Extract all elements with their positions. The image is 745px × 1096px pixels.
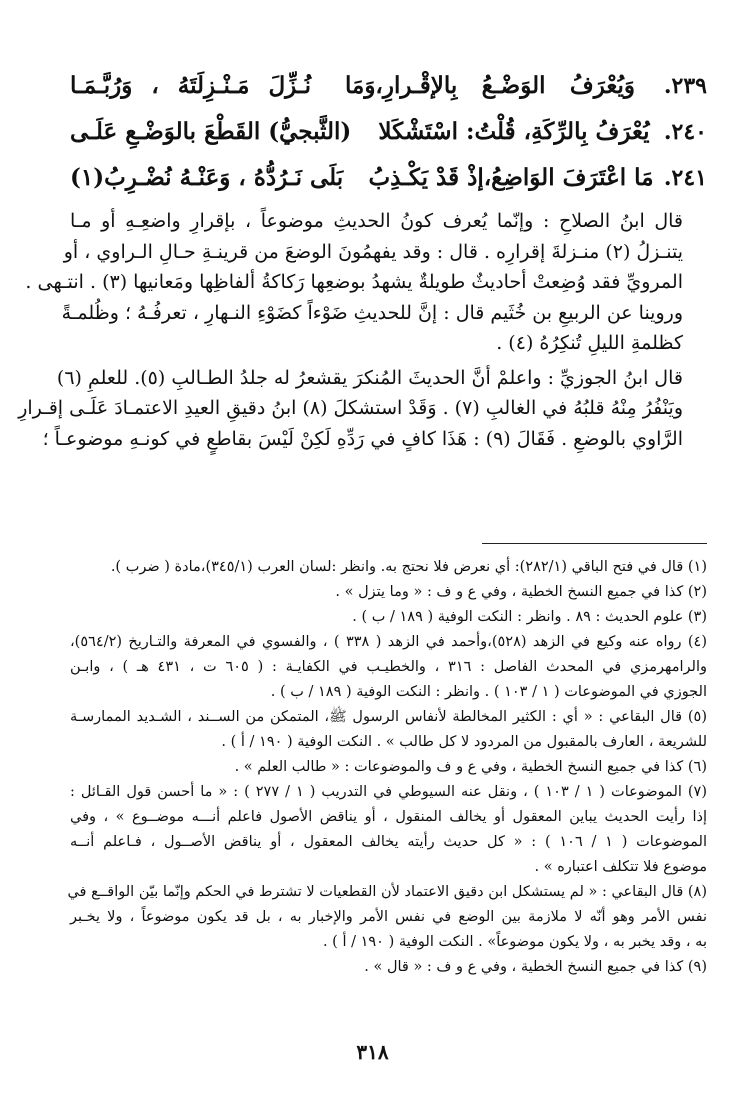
- footnote-line: إذا رأيت الحديث يباين المعقول أو يخالف المنقول ، أو يناقض الأصول فاعلم أنـــه موضــوع » ، وفي: [70, 809, 707, 825]
- footnote: [70, 705, 707, 755]
- text-line: يتنـزلُ (٢) منـزلةَ إقرارِه . قال : وقد يفهمُونَ الوضعَ من قرينـةِ حـالِ الـراوي ، أو: [63, 240, 683, 263]
- verse-block: [70, 72, 707, 210]
- footnote-line: (٥) قال البقاعي : « أي : الكثير المخالطة لأنفاس الرسول ﷺ، المتمكن من الســند ، الشـديد الممارسـة: [70, 709, 707, 725]
- footnote: [70, 580, 707, 605]
- verse-number: ٢٤١.: [663, 165, 707, 191]
- text-line: المرويِّ فقد وُضِعتْ أحاديثٌ طويلةٌ يشهدُ بوضعِها رَكاكةُ ألفاظِها ومَعانيها (٣) . انتـهى .: [25, 271, 683, 293]
- verse-line: [70, 118, 707, 164]
- verse-second-hemistich: (الثَّبجيُّ) القَطْعَ بالوَضْـعِ عَلَـى: [70, 118, 352, 145]
- footnotes: [67, 555, 708, 980]
- paragraph: [18, 363, 707, 455]
- footnote-line: (٨) قال البقاعي : « لم يستشكل ابن دقيق الاعتماد لأن القطعيات لا تشترط في الحكم وإنّما بيّن الواقــع في: [67, 884, 707, 900]
- verse-number: ٢٣٩.: [663, 73, 707, 99]
- verse-number: ٢٤٠.: [663, 119, 707, 145]
- text-line: ويَنْفُرُ مِنْهُ قلبُهُ في الغالبِ (٧) . وَقَدْ استشكلَ (٨) ابنُ دقيقِ العيدِ الاعتمـادَ عَلَـى إقـرارِ: [18, 397, 683, 419]
- footnote-line: به ، وقد يخبر به ، ولا يكون موضوعاً» . النكت الوفية ( ١٩٠ / أ ) .: [322, 934, 707, 950]
- footnote: [70, 955, 707, 980]
- footnote-line: (٦) كذا في جميع النسخ الخطية ، وفي ع و ف والموضوعات : « طالب العلم » .: [234, 759, 707, 775]
- footnote-line: الجوزي في الموضوعات ( ١ / ١٠٣ ) . وانظر : النكت الوفية ( ١٨٩ / ب ) .: [270, 684, 707, 700]
- footnote: [70, 755, 707, 780]
- text-line: قال ابنُ الجوزيِّ : واعلمْ أنَّ الحديثَ المُنكرَ يقشعرُ له جلدُ الطـالبِ (٥). للعلمِ (٦): [56, 366, 683, 389]
- footnote-separator: [482, 543, 707, 544]
- footnote-line: (٧) الموضوعات ( ١ / ١٠٣ ) ، ونقل عنه السيوطي في التدريب ( ١ / ٢٧٧ ) : « ما أحسن قول القـائل :: [70, 784, 707, 800]
- footnote: [70, 555, 707, 580]
- footnote-line: الموضوعات ( ١ / ١٠٦ ) : « كل حديث رأيته يخالف المعقول ، أو يناقض الأصــول ، فـاعلم أنــه: [70, 834, 708, 850]
- verse-second-hemistich: بَلَى نَـرُدُّهُ ، وَعَنْـهُ نُضْـرِبُ(١): [70, 164, 344, 191]
- footnote: [70, 780, 707, 880]
- footnote-line: نفس الأمر وهو أنّه لا ملازمة بين الوضع في نفس الأمر والإخبار به ، بل قد يكون موضوعاً ، ولا يخـبر: [70, 909, 707, 925]
- footnote-line: (٢) كذا في جميع النسخ الخطية ، وفي ع و ف : « وما يتزل » .: [335, 584, 707, 600]
- footnote-line: (٤) رواه عنه وكيع في الزهد (٥٢٨)،وأحمد في الزهد ( ٣٣٨ ) ، والفسوي في المعرفة والتـاريخ (٥٦٤/٢)،: [70, 634, 708, 650]
- verse-first-hemistich: مَا اعْتَرَفَ الوَاضِعُ،إذْ قَدْ يَكْـذِبُ: [368, 164, 654, 191]
- commentary-text: [18, 206, 707, 458]
- paragraph: [25, 206, 707, 359]
- footnote: [67, 880, 707, 955]
- footnote-line: (٩) كذا في جميع النسخ الخطية ، وفي ع و ف : « قال » .: [364, 959, 707, 975]
- footnote: [70, 630, 707, 705]
- footnote-line: والرامهرمزي في المحدث الفاصل : ٣١٦ ، والخطيـب في الكفايـة : ( ٦٠٥ ت ، ٤٣١ هـ ) ، وابـن: [70, 659, 707, 675]
- text-line: كظلمةِ الليلِ تُنكِرُهُ (٤) .: [496, 332, 683, 354]
- footnote-line: موضوع فلا تتكلف اعتباره » .: [534, 859, 707, 875]
- footnote-line: (١) قال في فتح الباقي (٢٨٢/١): أي نعرض فلا نحتج به. وانظر :لسان العرب (٣٤٥/١)،مادة ( ضرب ).: [110, 559, 707, 575]
- text-line: وروينا عن الربيعِ بن خُثَيم قال : إنَّ للحديثِ ضَوْءاً كضَوْءِ النـهارِ ، تعرفُـهُ ؛ وظُلمـةً: [61, 301, 683, 324]
- page-number: ٣١٨: [356, 1040, 389, 1064]
- text-line: الرَّاوي بالوضعِ . فَقَالَ (٩) : هَذَا كافٍ في رَدِّهِ لَكِنْ لَيْسَ بقاطعٍ في كونـهِ موضوعـاً ؛: [42, 427, 683, 450]
- text-line: قال ابنُ الصلاحِ : وإنّما يُعرف كونُ الحديثِ موضوعاً ، بإقرارِ واضعِـهِ أو مـا: [70, 210, 683, 232]
- verse-line: [70, 72, 707, 118]
- footnote-line: (٣) علوم الحديث : ٨٩ . وانظر : النكت الوفية ( ١٨٩ / ب ) .: [352, 609, 707, 625]
- footnote: [70, 605, 707, 630]
- verse-first-hemistich: وَيُعْرَفُ الوَضْـعُ بِالإقْـرارِ،وَمَا: [345, 72, 635, 99]
- verse-second-hemistich: نُـزِّلَ مَـنْـزِلَتَهُ ، وَرُبَّـمَـا: [70, 72, 311, 99]
- footnote-line: للشريعة ، العارف بالمقبول من المردود لا كل طالب » . النكت الوفية ( ١٩٠ / أ ) .: [221, 734, 707, 750]
- verse-line: [70, 164, 707, 210]
- verse-first-hemistich: يُعْرَفُ بِالرِّكَةِ، قُلْتُ: اسْتَشْكَلا: [378, 118, 650, 145]
